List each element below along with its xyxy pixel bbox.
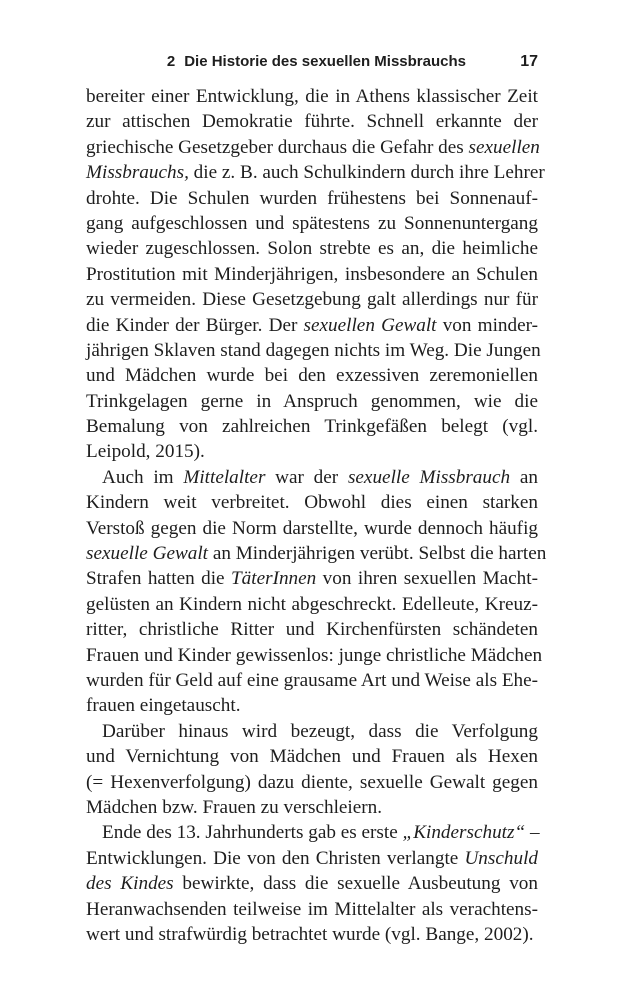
text-line	[86, 744, 538, 769]
text-line	[86, 566, 538, 591]
text-line	[86, 871, 538, 896]
text-run: bewirkte, dass die sexuelle Ausbeutung von	[173, 873, 538, 895]
text-run: Heranwachsenden teilweise im Mittelalter als verachtens-	[86, 898, 538, 920]
text-run: Auch im	[102, 466, 184, 488]
text-line	[86, 160, 545, 185]
chapter-number: 2	[166, 53, 176, 70]
text-line	[86, 897, 538, 922]
text-line	[86, 313, 538, 338]
text-line	[86, 439, 538, 464]
text-run: Darüber hinaus wird bezeugt, dass die Verfolgung	[102, 720, 538, 742]
chapter-title: Die Historie des sexuellen Missbrauchs	[184, 53, 466, 70]
text-run: bereiter einer Entwicklung, die in Athens klassischer Zeit	[86, 86, 538, 107]
emphasis-text: Mittelalter	[183, 466, 266, 488]
text-line	[86, 490, 538, 515]
text-run: von ihren sexuellen Macht-	[316, 568, 538, 590]
text-run: gelüsten an Kindern nicht abgeschreckt. Edelleute, Kreuz-	[86, 593, 538, 615]
text-run: Entwicklungen. Die von den Christen verlangte	[86, 847, 465, 869]
text-run: und Vernichtung von Mädchen und Frauen als Hexen	[86, 746, 538, 768]
text-run: (= Hexenverfolgung) dazu diente, sexuelle Gewalt gegen	[86, 771, 538, 793]
text-run: wurden für Geld auf eine grausame Art und Weise als Ehe-	[86, 669, 539, 691]
text-line	[86, 617, 538, 642]
running-header	[86, 51, 538, 73]
text-run: Bemalung von zahlreichen Trinkgefäßen belegt (vgl.	[86, 416, 538, 438]
text-line	[86, 389, 538, 414]
text-line	[86, 643, 543, 668]
text-run: und Mädchen wurde bei den exzessiven zeremoniellen	[86, 365, 538, 387]
emphasis-text: sexuelle Gewalt	[86, 543, 209, 565]
text-line	[86, 846, 538, 871]
text-run: zur attischen Demokratie führte. Schnell erkannte der	[86, 111, 538, 133]
text-run: die Kinder der Bürger. Der	[86, 314, 304, 336]
text-line	[86, 363, 538, 388]
text-run: Trinkgelagen gerne in Anspruch genommen, wie die	[86, 390, 538, 412]
text-run: zu vermeiden. Diese Gesetzgebung galt allerdings nur für	[86, 289, 538, 311]
text-line	[86, 795, 538, 820]
body-text	[86, 84, 547, 947]
emphasis-text: TäterInnen	[230, 568, 317, 590]
text-run: drohte. Die Schulen wurden frühestens bei Sonnenauf-	[86, 187, 538, 209]
text-run: wert und strafwürdig betrachtet wurde (vgl. Bange, 2002).	[86, 923, 534, 945]
text-line	[86, 135, 538, 160]
emphasis-text: sexuellen	[468, 136, 540, 158]
text-line	[86, 693, 538, 718]
text-run: von minder-	[436, 314, 538, 336]
page-number: 17	[520, 53, 538, 70]
text-run: gang aufgeschlossen und spätestens zu Sonnenuntergang	[86, 212, 538, 234]
text-run: griechische Gesetzgeber durchaus die Gefahr des	[86, 136, 469, 158]
emphasis-text: „Kinderschutz“	[402, 822, 526, 844]
emphasis-text: Missbrauchs,	[86, 162, 189, 184]
emphasis-text: sexuelle Missbrauch	[347, 466, 511, 488]
text-run: Frauen und Kinder gewissenlos: junge christliche Mädchen	[86, 644, 543, 666]
text-run: Prostitution mit Minderjährigen, insbesondere an Schulen	[86, 263, 538, 285]
text-run: Ende des 13. Jahrhunderts gab es erste	[102, 822, 403, 844]
text-run: jährigen Sklaven stand dagegen nichts im Weg. Die Jungen	[86, 339, 541, 361]
text-line	[86, 287, 538, 312]
text-run: ritter, christliche Ritter und Kirchenfürsten schändeten	[86, 619, 538, 641]
text-run: die z. B. auch Schulkindern durch ihre Lehrer	[188, 162, 545, 184]
text-line	[86, 338, 541, 363]
text-line	[86, 211, 538, 236]
text-run: an	[510, 466, 538, 488]
emphasis-text: sexuellen Gewalt	[303, 314, 437, 336]
text-line	[86, 541, 547, 566]
text-run: war der	[265, 466, 348, 488]
text-run: wieder zugeschlossen. Solon strebte es an, die heimliche	[86, 238, 538, 260]
text-run: an Minderjährigen verübt. Selbst die harten	[208, 543, 547, 565]
text-line	[86, 186, 538, 211]
text-line	[86, 668, 538, 693]
text-line	[86, 922, 538, 947]
text-run: Kindern weit verbreitet. Obwohl dies einen starken	[86, 492, 538, 514]
text-run: Leipold, 2015).	[86, 441, 205, 463]
text-line	[86, 236, 538, 261]
text-run: Verstoß gegen die Norm darstellte, wurde dennoch häufig	[86, 517, 538, 539]
text-run: frauen eingetauscht.	[86, 695, 241, 717]
text-line	[86, 262, 538, 287]
text-line	[86, 414, 538, 439]
text-line	[86, 109, 538, 134]
text-run: Mädchen bzw. Frauen zu verschleiern.	[86, 796, 383, 818]
emphasis-text: Unschuld	[464, 847, 538, 869]
text-line	[86, 516, 538, 541]
text-line	[86, 820, 538, 845]
text-line	[86, 592, 538, 617]
text-run: –	[525, 822, 540, 844]
emphasis-text: des Kindes	[86, 873, 174, 895]
chapter-heading	[167, 51, 466, 73]
text-line	[86, 465, 538, 490]
text-line	[86, 84, 538, 109]
text-line	[86, 719, 538, 744]
text-run: Strafen hatten die	[86, 568, 231, 590]
text-line	[86, 770, 538, 795]
